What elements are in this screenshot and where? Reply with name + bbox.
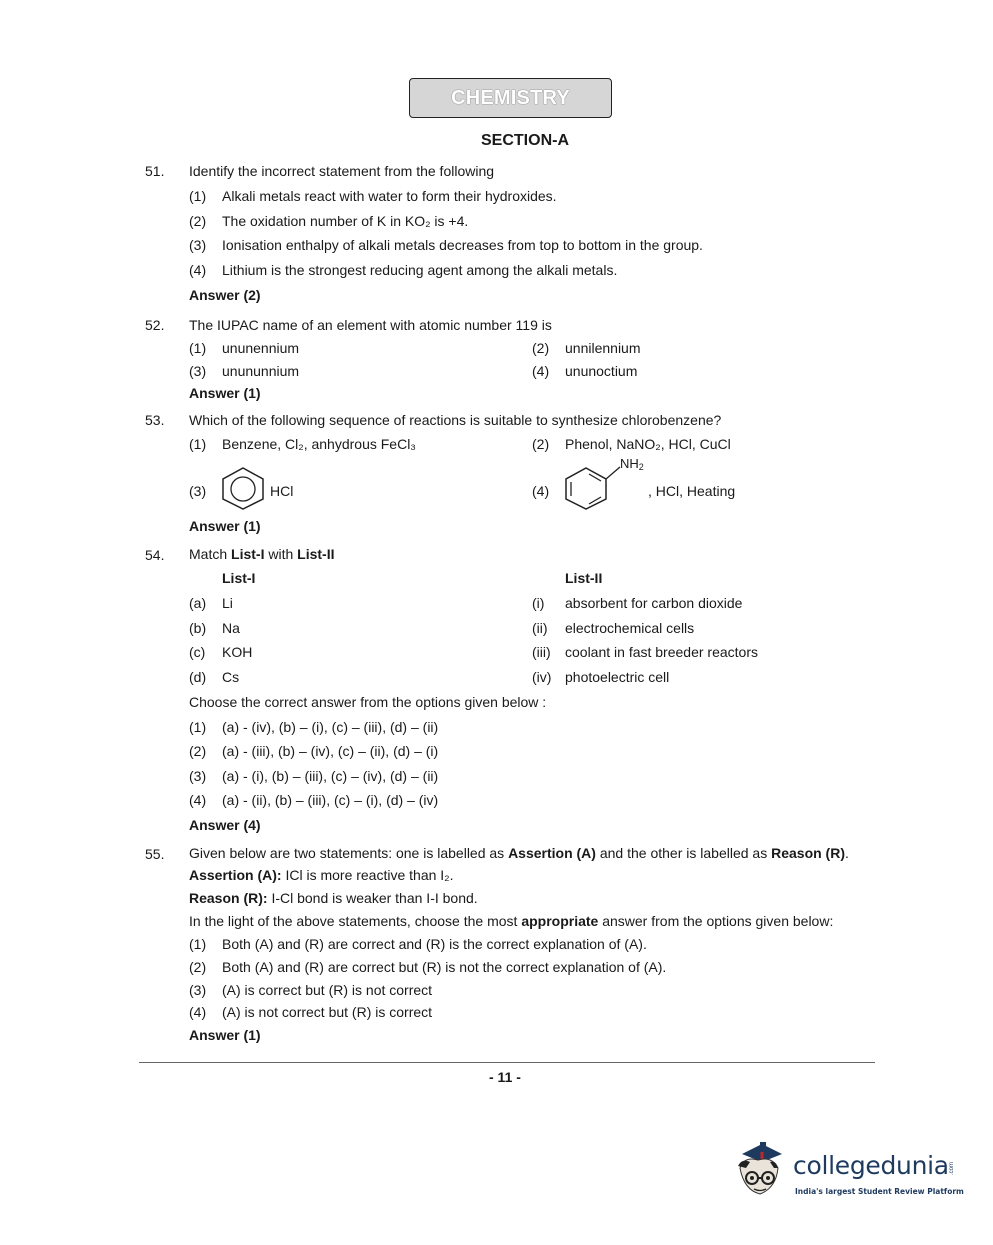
option-number: (3) — [189, 363, 207, 379]
list-2-label: (i) — [532, 595, 545, 611]
option-text: Lithium is the strongest reducing agent among the alkali metals. — [222, 262, 618, 278]
option-number: (3) — [189, 237, 207, 253]
option-number: (4) — [532, 363, 550, 379]
option-number: (1) — [189, 188, 207, 204]
list-1-label: (c) — [189, 644, 206, 660]
option-number: (1) — [189, 936, 207, 952]
question-text: Which of the following sequence of reactions is suitable to synthesize chlorobenzene? — [189, 412, 722, 428]
option-number: (1) — [189, 340, 207, 356]
list-1-item: Cs — [222, 669, 240, 685]
option-number: (2) — [189, 213, 207, 229]
footer-divider — [139, 1062, 875, 1063]
option-text: ununoctium — [565, 363, 638, 379]
benzene-ring-structure — [219, 465, 267, 511]
nh2-label: $NH_2$ — [620, 456, 644, 472]
option-text: (a) - (ii), (b) – (iii), (c) – (i), (d) – (iv) — [222, 792, 439, 808]
answer: Answer (4) — [189, 817, 261, 833]
mascot-icon — [732, 1138, 794, 1202]
list-2-item: coolant in fast breeder reactors — [565, 644, 758, 660]
option-text: Alkali metals react with water to form their hydroxides. — [222, 188, 557, 204]
option-number: (2) — [189, 959, 207, 975]
list-1-label: (a) — [189, 595, 207, 611]
list-1-item: Li — [222, 595, 233, 611]
option-number: (3) — [189, 483, 207, 499]
logo-domain: .com — [949, 1162, 955, 1176]
option-text: Both (A) and (R) are correct but (R) is not the correct explanation of (A). — [222, 959, 667, 975]
instruction-text: In the light of the above statements, choose the most appropriate answer from the options given below: — [189, 913, 834, 929]
option-number: (1) — [189, 719, 207, 735]
page-number: - 11 - — [489, 1069, 521, 1085]
list-1-label: (d) — [189, 669, 207, 685]
option-text: HCl — [270, 483, 294, 499]
answer: Answer (1) — [189, 385, 261, 401]
option-text: (A) is correct but (R) is not correct — [222, 982, 433, 998]
assertion-statement: Assertion (A): ICl is more reactive than I₂. — [189, 867, 454, 883]
question-text: Given below are two statements: one is labelled as Assertion (A) and the other is labelled as Reason (R). — [189, 845, 849, 861]
option-number: (3) — [189, 982, 207, 998]
list-2-header: List-II — [565, 570, 603, 586]
option-number: (3) — [189, 768, 207, 784]
section-title: SECTION-A — [481, 132, 569, 149]
reason-statement: Reason (R): I-Cl bond is weaker than I-I bond. — [189, 890, 478, 906]
option-text: (A) is not correct but (R) is correct — [222, 1004, 433, 1020]
option-number: (4) — [189, 1004, 207, 1020]
option-text: The oxidation number of K in KO₂ is +4. — [222, 213, 469, 229]
question-text: The IUPAC name of an element with atomic number 119 is — [189, 317, 552, 333]
question-number: 53. — [145, 412, 165, 428]
option-number: (2) — [189, 743, 207, 759]
option-number: (2) — [532, 436, 550, 452]
answer: Answer (1) — [189, 518, 261, 534]
answer: Answer (2) — [189, 287, 261, 303]
question-number: 52. — [145, 317, 165, 333]
option-text: ununennium — [222, 340, 300, 356]
question-number: 51. — [145, 163, 165, 179]
option-text: (a) - (i), (b) – (iii), (c) – (iv), (d) – (ii) — [222, 768, 439, 784]
list-1-item: KOH — [222, 644, 253, 660]
list-1-label: (b) — [189, 620, 207, 636]
option-number: (4) — [189, 262, 207, 278]
list-2-label: (iii) — [532, 644, 551, 660]
list-2-label: (iv) — [532, 669, 552, 685]
option-text: unnilennium — [565, 340, 641, 356]
question-number: 54. — [145, 547, 165, 563]
option-number: (4) — [189, 792, 207, 808]
list-2-label: (ii) — [532, 620, 548, 636]
option-text: Ionisation enthalpy of alkali metals decreases from top to bottom in the group. — [222, 237, 703, 253]
logo-tagline: India's largest Student Review Platform — [795, 1187, 964, 1196]
option-text: unununnium — [222, 363, 300, 379]
option-text: Benzene, Cl₂, anhydrous FeCl₃ — [222, 436, 417, 452]
question-number: 55. — [145, 846, 165, 862]
option-number: (2) — [532, 340, 550, 356]
option-number: (4) — [532, 483, 550, 499]
instruction-text: Choose the correct answer from the options given below : — [189, 694, 547, 710]
list-2-item: absorbent for carbon dioxide — [565, 595, 743, 611]
option-text: (a) - (iv), (b) – (i), (c) – (iii), (d) – (ii) — [222, 719, 439, 735]
subject-title: CHEMISTRY — [451, 86, 570, 109]
option-number: (1) — [189, 436, 207, 452]
answer: Answer (1) — [189, 1027, 261, 1043]
list-1-item: Na — [222, 620, 240, 636]
option-text: (a) - (iii), (b) – (iv), (c) – (ii), (d) – (i) — [222, 743, 439, 759]
option-text: Phenol, NaNO₂, HCl, CuCl — [565, 436, 731, 452]
question-text: Identify the incorrect statement from the following — [189, 163, 495, 179]
subject-banner — [409, 78, 612, 118]
list-2-item: electrochemical cells — [565, 620, 695, 636]
option-text: Both (A) and (R) are correct and (R) is the correct explanation of (A). — [222, 936, 647, 952]
logo-wordmark: collegedunia — [793, 1151, 949, 1180]
list-2-item: photoelectric cell — [565, 669, 670, 685]
question-text: Match List-I with List-II — [189, 546, 335, 562]
aniline-structure — [562, 458, 622, 511]
option-text: , HCl, Heating — [648, 483, 736, 499]
list-1-header: List-I — [222, 570, 256, 586]
